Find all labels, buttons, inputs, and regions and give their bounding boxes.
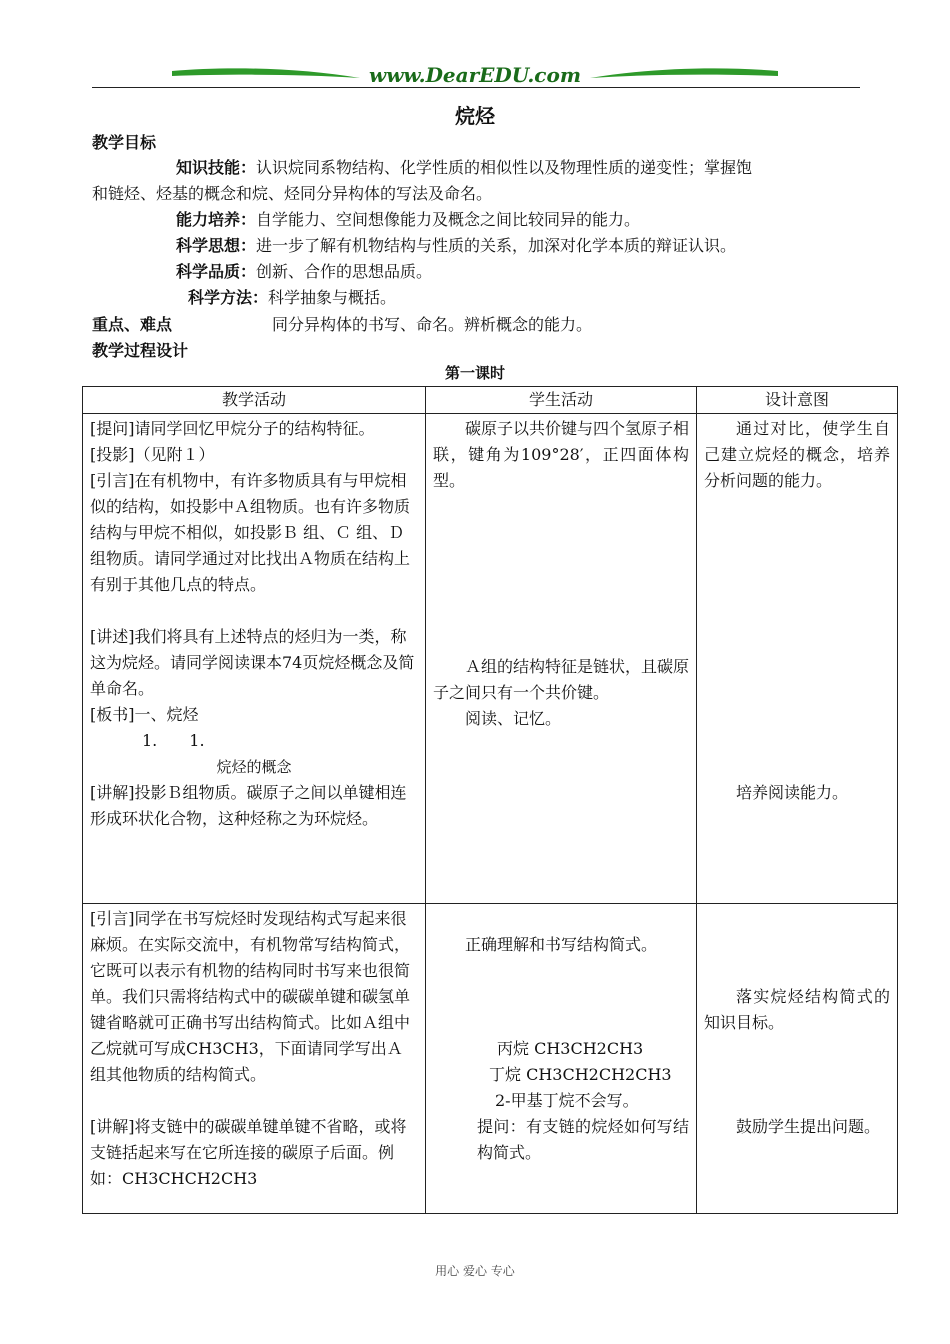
student-feature: Ａ组的结构特征是链状，且碳原子之间只有一个共价键。 [433,657,690,702]
thought-label: 科学思想： [176,236,257,255]
teacher-narration: [讲述]我们将具有上述特点的烃归为一类，称这为烷烃。请同学阅读课本74页烷烃概念及简单命名。 [90,627,415,698]
key-points-label: 重点、难点 [92,315,173,334]
quality-line [176,259,432,282]
student-cell [426,414,697,904]
intent-cell [697,414,898,904]
thought-line [176,233,736,256]
lesson-title: 第一课时 [444,364,505,382]
quality-label: 科学品质： [176,262,257,281]
teacher-intro-2: [引言]同学在书写烷烃时发现结构式写起来很麻烦。在实际交流中，有机物常写结构简式，它既可以表示有机物的结构同时书写来也很简单。我们只需将结构式中的碳碳单键和碳氢单键省略就可正确书写出结构简式。比如Ａ组中乙烷就可写成CH3CH3，下面请同学写出Ａ组其他物质的结构简式。 [90,909,411,1084]
logo-right-swoosh [590,68,778,78]
student-methylbutane: 2-甲基丁烷不会写。 [495,1091,639,1110]
intent-cell [697,904,898,1214]
ability-text: 自学能力、空间想像能力及概念之间比较同异的能力。 [256,210,641,229]
header-rule [92,87,860,88]
student-butane: 丁烷 CH3CH2CH2CH3 [489,1065,672,1084]
student-write: 正确理解和书写结构简式。 [465,935,658,954]
knowledge-text-2: 和链烃、烃基的概念和烷、烃同分异构体的写法及命名。 [92,184,493,203]
key-points-text: 同分异构体的书写、命名。辨析概念的能力。 [272,315,593,334]
teacher-explanation-2: [讲解]将支链中的碳碳单键单键不省略，或将支链括起来写在它所连接的碳原子后面。例如：CH3CHCH2CH3 [90,1117,407,1188]
intent-concept: 通过对比，使学生自己建立烷烃的概念，培养分析问题的能力。 [704,419,890,490]
thought-text: 进一步了解有机物结构与性质的关系，加深对化学本质的辩证认识。 [256,236,737,255]
intent-questions: 鼓励学生提出问题。 [736,1117,881,1136]
quality-text: 创新、合作的思想品质。 [256,262,433,281]
knowledge-label: 知识技能： [176,158,257,177]
lesson-table [82,386,898,1214]
logo-left-swoosh [172,68,360,78]
teacher-question: [提问]请同学回忆甲烷分子的结构特征。 [90,419,375,438]
student-answer: 碳原子以共价键与四个氢原子相联，键角为109°28′，正四面体构型。 [433,419,690,490]
ability-line [176,207,640,230]
objectives-heading: 教学目标 [92,133,157,152]
teacher-projection: [投影]（见附１） [90,445,215,464]
student-read: 阅读、记忆。 [465,709,562,728]
teacher-cell [83,414,426,904]
knowledge-text-1: 认识烷同系物结构、化学性质的相似性以及物理性质的递变性；掌握饱 [256,158,753,177]
student-propane: 丙烷 CH3CH2CH3 [497,1039,644,1058]
header-logo [170,62,780,88]
table-row [83,414,898,904]
page-footer: 用心 爱心 专心 [435,1264,515,1278]
teacher-intro: [引言]在有机物中，有许多物质具有与甲烷相似的结构，如投影中Ａ组物质。也有许多物质结构与甲烷不相似，如投影Ｂ 组、Ｃ 组、Ｄ组物质。请同学通过对比找出Ａ物质在结构上有别于其他几点的特点。 [90,471,411,594]
student-cell [426,904,697,1214]
logo-text: www.DearEDU.com [368,63,582,87]
intent-reading: 培养阅读能力。 [736,783,849,802]
header-teacher: 教学活动 [83,387,426,414]
header-intent: 设计意图 [697,387,898,414]
ability-label: 能力培养： [176,210,257,229]
teacher-board: [板书]一、烷烃 [90,705,199,724]
teacher-numbering: 1. 1. [142,731,205,750]
method-text: 科学抽象与概括。 [268,288,397,307]
table-row [83,904,898,1214]
intent-formula: 落实烷烃结构简式的知识目标。 [704,987,890,1032]
table-header-row [83,387,898,414]
student-question: 提问：有支链的烷烃如何写结构简式。 [477,1117,689,1162]
method-label: 科学方法： [188,288,269,307]
knowledge-line [176,155,752,178]
teacher-concept-title: 烷烃的概念 [216,758,292,776]
page-title: 烷烃 [455,104,495,128]
teacher-explanation: [讲解]投影Ｂ组物质。碳原子之间以单键相连形成环状化合物，这种烃称之为环烷烃。 [90,783,407,828]
teacher-cell [83,904,426,1214]
process-heading: 教学过程设计 [92,341,189,360]
method-line [188,285,396,308]
header-student: 学生活动 [426,387,697,414]
